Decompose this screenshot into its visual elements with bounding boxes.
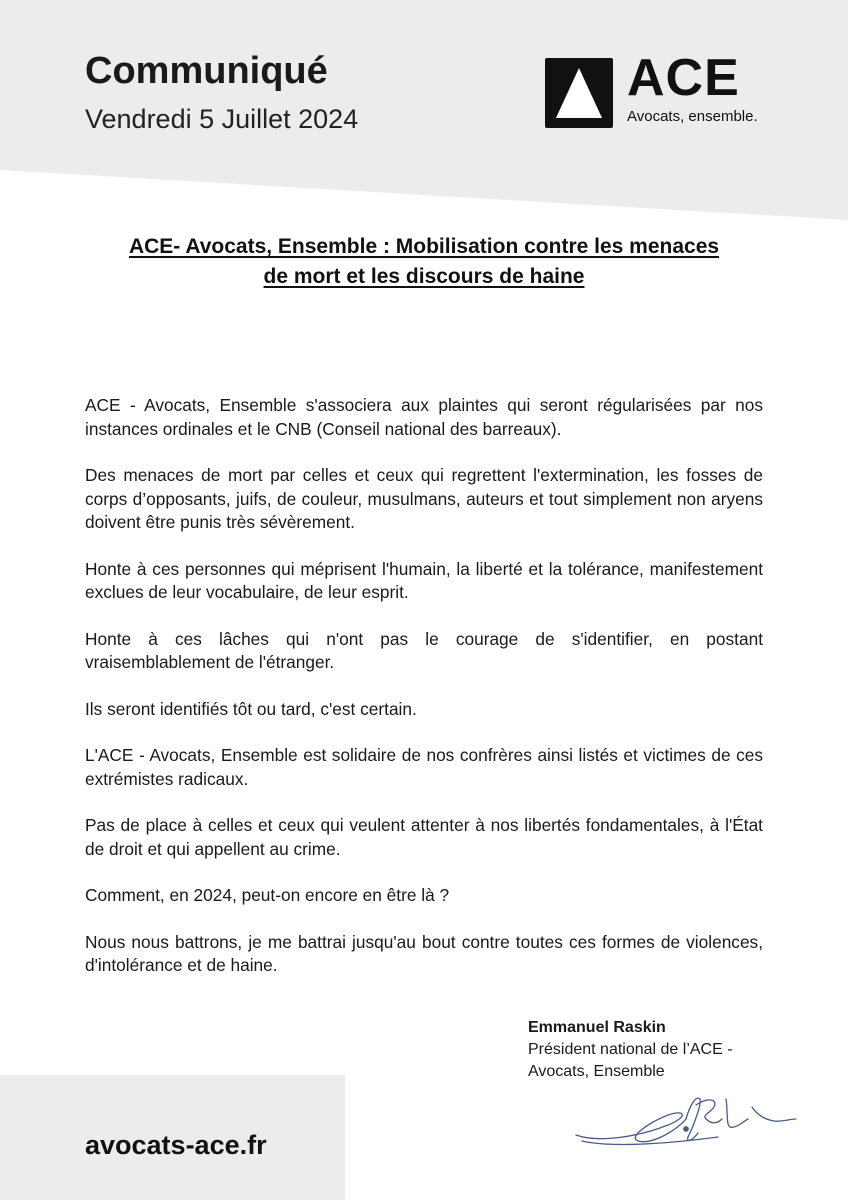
body-paragraph: Ils seront identifiés tôt ou tard, c'est certain. <box>85 698 417 719</box>
ace-logo <box>545 49 785 130</box>
publication-date: Vendredi 5 Juillet 2024 <box>85 104 359 134</box>
logo-tagline: Avocats, ensemble. <box>627 108 758 125</box>
body-paragraph: L'ACE - Avocats, Ensemble est solidaire de nos confrères ainsi listés et victimes de ces extrémistes radicaux. <box>85 745 763 789</box>
signatory-name: Emmanuel Raskin <box>528 1019 666 1036</box>
handwritten-signature <box>568 1085 808 1155</box>
logo-name: ACE <box>627 49 740 107</box>
headline-line-1: ACE- Avocats, Ensemble : Mobilisation contre les menaces <box>128 235 720 258</box>
body-paragraph: Pas de place à celles et ceux qui veulent attenter à nos libertés fondamentales, à l'État de droit et qui appellent au crime. <box>85 815 763 859</box>
page-title: Communiqué <box>85 50 328 92</box>
triangle-logo-icon <box>545 58 613 128</box>
body-paragraph: ACE - Avocats, Ensemble s'associera aux plaintes qui seront régularisées par nos instances ordinales et le CNB (Conseil national des barreaux). <box>85 395 763 439</box>
signature-block <box>528 1017 808 1083</box>
body-paragraph: Honte à ces personnes qui méprisent l'humain, la liberté et la tolérance, manifestement exclues de leur vocabulaire, de leur esprit. <box>85 558 763 602</box>
body-paragraph: Des menaces de mort par celles et ceux qui regrettent l'extermination, les fosses de corps d’opposants, juifs, de couleur, musulmans, auteurs et tout simplement non aryens doivent être punis très sévèrement. <box>85 465 763 532</box>
headline <box>60 232 788 292</box>
body-paragraph: Comment, en 2024, peut-on encore en être là ? <box>85 885 450 905</box>
body-paragraph: Honte à ces lâches qui n'ont pas le courage de s'identifier, en postant vraisemblablement de l'étranger. <box>85 628 763 672</box>
website-link[interactable]: avocats-ace.fr <box>85 1130 267 1160</box>
signatory-role: Président national de l’ACE - Avocats, Ensemble <box>528 1041 733 1080</box>
headline-line-2: de mort et les discours de haine <box>263 265 585 288</box>
body-paragraph: Nous nous battrons, je me battrai jusqu'au bout contre toutes ces formes de violences, d'intolérance et de haine. <box>85 931 763 975</box>
press-release-body <box>85 394 763 1001</box>
